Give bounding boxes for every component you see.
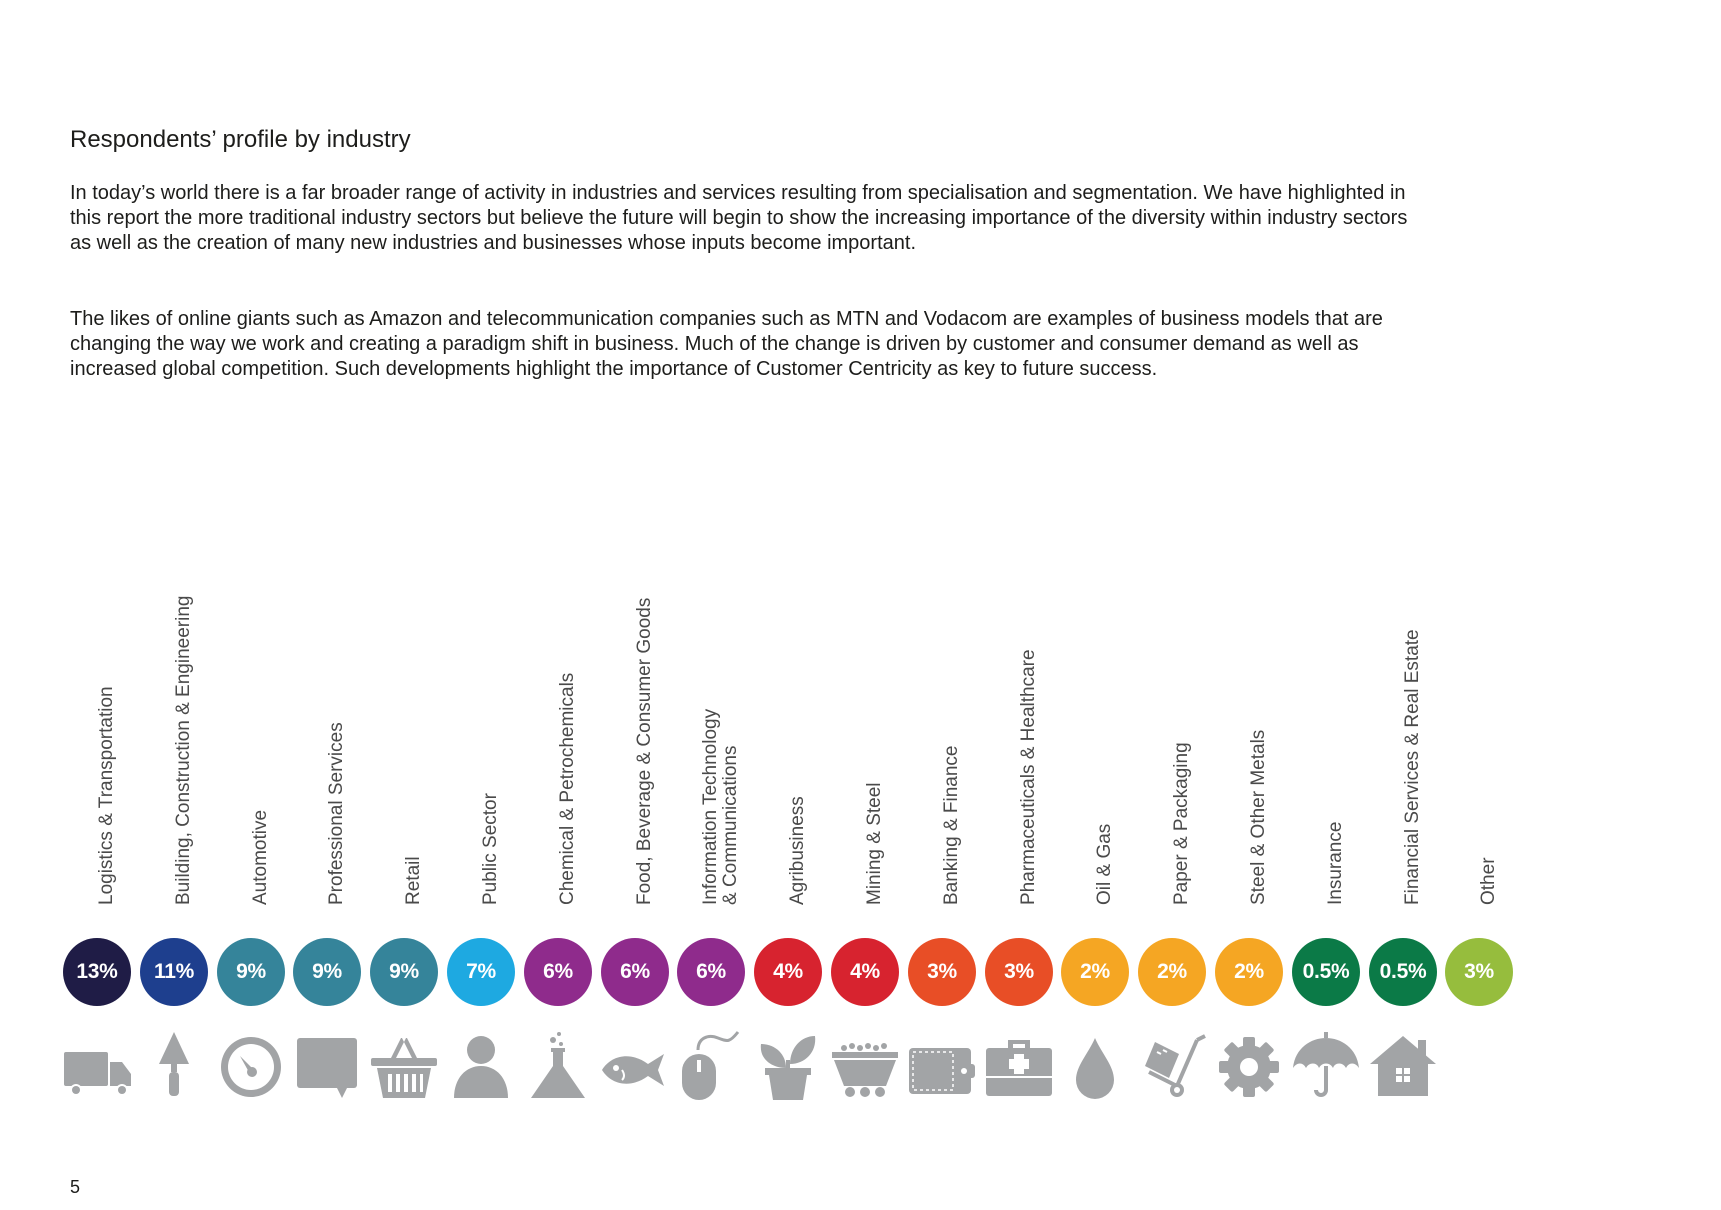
industry-label <box>97 686 117 905</box>
percentage-circle: 3% <box>985 938 1053 1006</box>
industry-label-line: Building, Construction & Engineering <box>173 595 194 905</box>
speech-bubble-icon <box>292 1030 362 1100</box>
industry-label <box>174 596 194 905</box>
industry-column <box>523 520 593 1120</box>
industry-column <box>1291 520 1361 1120</box>
industry-label-line: Mining & Steel <box>864 782 885 905</box>
industry-label-line: Chemical & Petrochemicals <box>557 672 578 905</box>
industry-label <box>865 782 885 905</box>
percentage-circle: 9% <box>370 938 438 1006</box>
industry-label-line: Food, Beverage & Consumer Goods <box>634 597 655 905</box>
industry-label <box>1249 730 1269 905</box>
trowel-icon <box>139 1030 209 1100</box>
percentage-circle: 0.5% <box>1292 938 1360 1006</box>
industry-label <box>558 673 578 905</box>
fish-icon <box>600 1030 670 1100</box>
industry-column <box>446 520 516 1120</box>
wallet-icon <box>907 1030 977 1100</box>
speedometer-icon <box>216 1030 286 1100</box>
industry-label-line: Information Technology <box>700 708 721 905</box>
industry-label-line: Financial Services & Real Estate <box>1402 629 1423 905</box>
industry-label <box>481 793 501 905</box>
industry-column <box>369 520 439 1120</box>
basket-icon <box>369 1030 439 1100</box>
industry-label-line: Pharmaceuticals & Healthcare <box>1018 649 1039 905</box>
industry-label <box>942 746 962 906</box>
house-icon <box>1368 1030 1438 1100</box>
industry-column <box>1214 520 1284 1120</box>
industry-label-line: Professional Services <box>326 722 347 905</box>
industry-label-line: & Communications <box>720 745 741 905</box>
flask-icon <box>523 1030 593 1100</box>
industry-column <box>62 520 132 1120</box>
industry-label <box>251 810 271 905</box>
percentage-circle: 13% <box>63 938 131 1006</box>
percentage-circle: 4% <box>831 938 899 1006</box>
industry-column <box>292 520 362 1120</box>
industry-label-line: Public Sector <box>480 793 501 905</box>
percentage-circle: 3% <box>1445 938 1513 1006</box>
industry-column <box>1137 520 1207 1120</box>
industry-label <box>1479 857 1499 905</box>
industry-label-line: Agribusiness <box>787 796 808 905</box>
industry-label-line: Banking & Finance <box>941 745 962 905</box>
industry-label-line: Retail <box>403 856 424 905</box>
percentage-circle: 9% <box>217 938 285 1006</box>
industry-label <box>404 856 424 905</box>
umbrella-icon <box>1291 1030 1361 1100</box>
industry-label-line: Logistics & Transportation <box>96 686 117 905</box>
percentage-circle: 11% <box>140 938 208 1006</box>
industry-column <box>1060 520 1130 1120</box>
mine-cart-icon <box>830 1030 900 1100</box>
industry-column <box>984 520 1054 1120</box>
industry-label <box>1019 649 1039 905</box>
industry-column <box>600 520 670 1120</box>
intro-paragraph: In today’s world there is a far broader range of activity in industries and services resulting from specialisation and segmentation. We have highlighted in this report the more traditional industry sectors but believe the future will begin to show the increasing importance of the diversity within industry sectors as well as the creation of many new industries and businesses whose inputs become important. <box>70 182 1408 254</box>
industry-label-line: Steel & Other Metals <box>1248 729 1269 905</box>
page-title: Respondents’ profile by industry <box>70 126 411 153</box>
industry-column <box>676 520 746 1120</box>
industry-column <box>139 520 209 1120</box>
industry-label-line: Other <box>1478 857 1499 905</box>
percentage-circle: 6% <box>601 938 669 1006</box>
percentage-circle: 6% <box>524 938 592 1006</box>
percentage-circle: 2% <box>1215 938 1283 1006</box>
page-number: 5 <box>70 1177 81 1197</box>
industry-label <box>788 796 808 905</box>
industry-column <box>753 520 823 1120</box>
industry-label-line: Automotive <box>250 809 271 905</box>
industry-label <box>635 598 655 905</box>
industry-label-line: Paper & Packaging <box>1171 742 1192 905</box>
percentage-circle: 6% <box>677 938 745 1006</box>
person-icon <box>446 1030 516 1100</box>
plant-icon <box>753 1030 823 1100</box>
percentage-circle: 2% <box>1138 938 1206 1006</box>
percentage-circle: 4% <box>754 938 822 1006</box>
industry-label <box>701 709 741 905</box>
second-paragraph: The likes of online giants such as Amazon and telecommunication companies such as MTN and Vodacom are examples of business models that are changing the way we work and creating a paradigm shift in business. Much of the change is driven by customer and consumer demand as well as increased global competition. Such developments highlight the importance of Customer Centricity as key to future success. <box>70 308 1383 380</box>
mouse-icon <box>676 1030 746 1100</box>
truck-icon <box>62 1030 132 1100</box>
industry-label <box>1326 822 1346 905</box>
medical-kit-icon <box>984 1030 1054 1100</box>
gear-icon <box>1214 1030 1284 1100</box>
industry-label <box>327 722 347 905</box>
industry-label <box>1095 824 1115 905</box>
industry-column <box>1444 520 1514 1120</box>
percentage-circle: 3% <box>908 938 976 1006</box>
industry-label <box>1172 742 1192 905</box>
drop-icon <box>1060 1030 1130 1100</box>
percentage-circle: 2% <box>1061 938 1129 1006</box>
industry-label-line: Oil & Gas <box>1094 823 1115 905</box>
industry-column <box>216 520 286 1120</box>
industry-column <box>830 520 900 1120</box>
percentage-circle: 9% <box>293 938 361 1006</box>
industry-column <box>907 520 977 1120</box>
industry-column <box>1368 520 1438 1120</box>
industry-label <box>1403 629 1423 905</box>
hand-truck-icon <box>1137 1030 1207 1100</box>
industry-label-line: Insurance <box>1325 821 1346 905</box>
percentage-circle: 7% <box>447 938 515 1006</box>
percentage-circle: 0.5% <box>1369 938 1437 1006</box>
